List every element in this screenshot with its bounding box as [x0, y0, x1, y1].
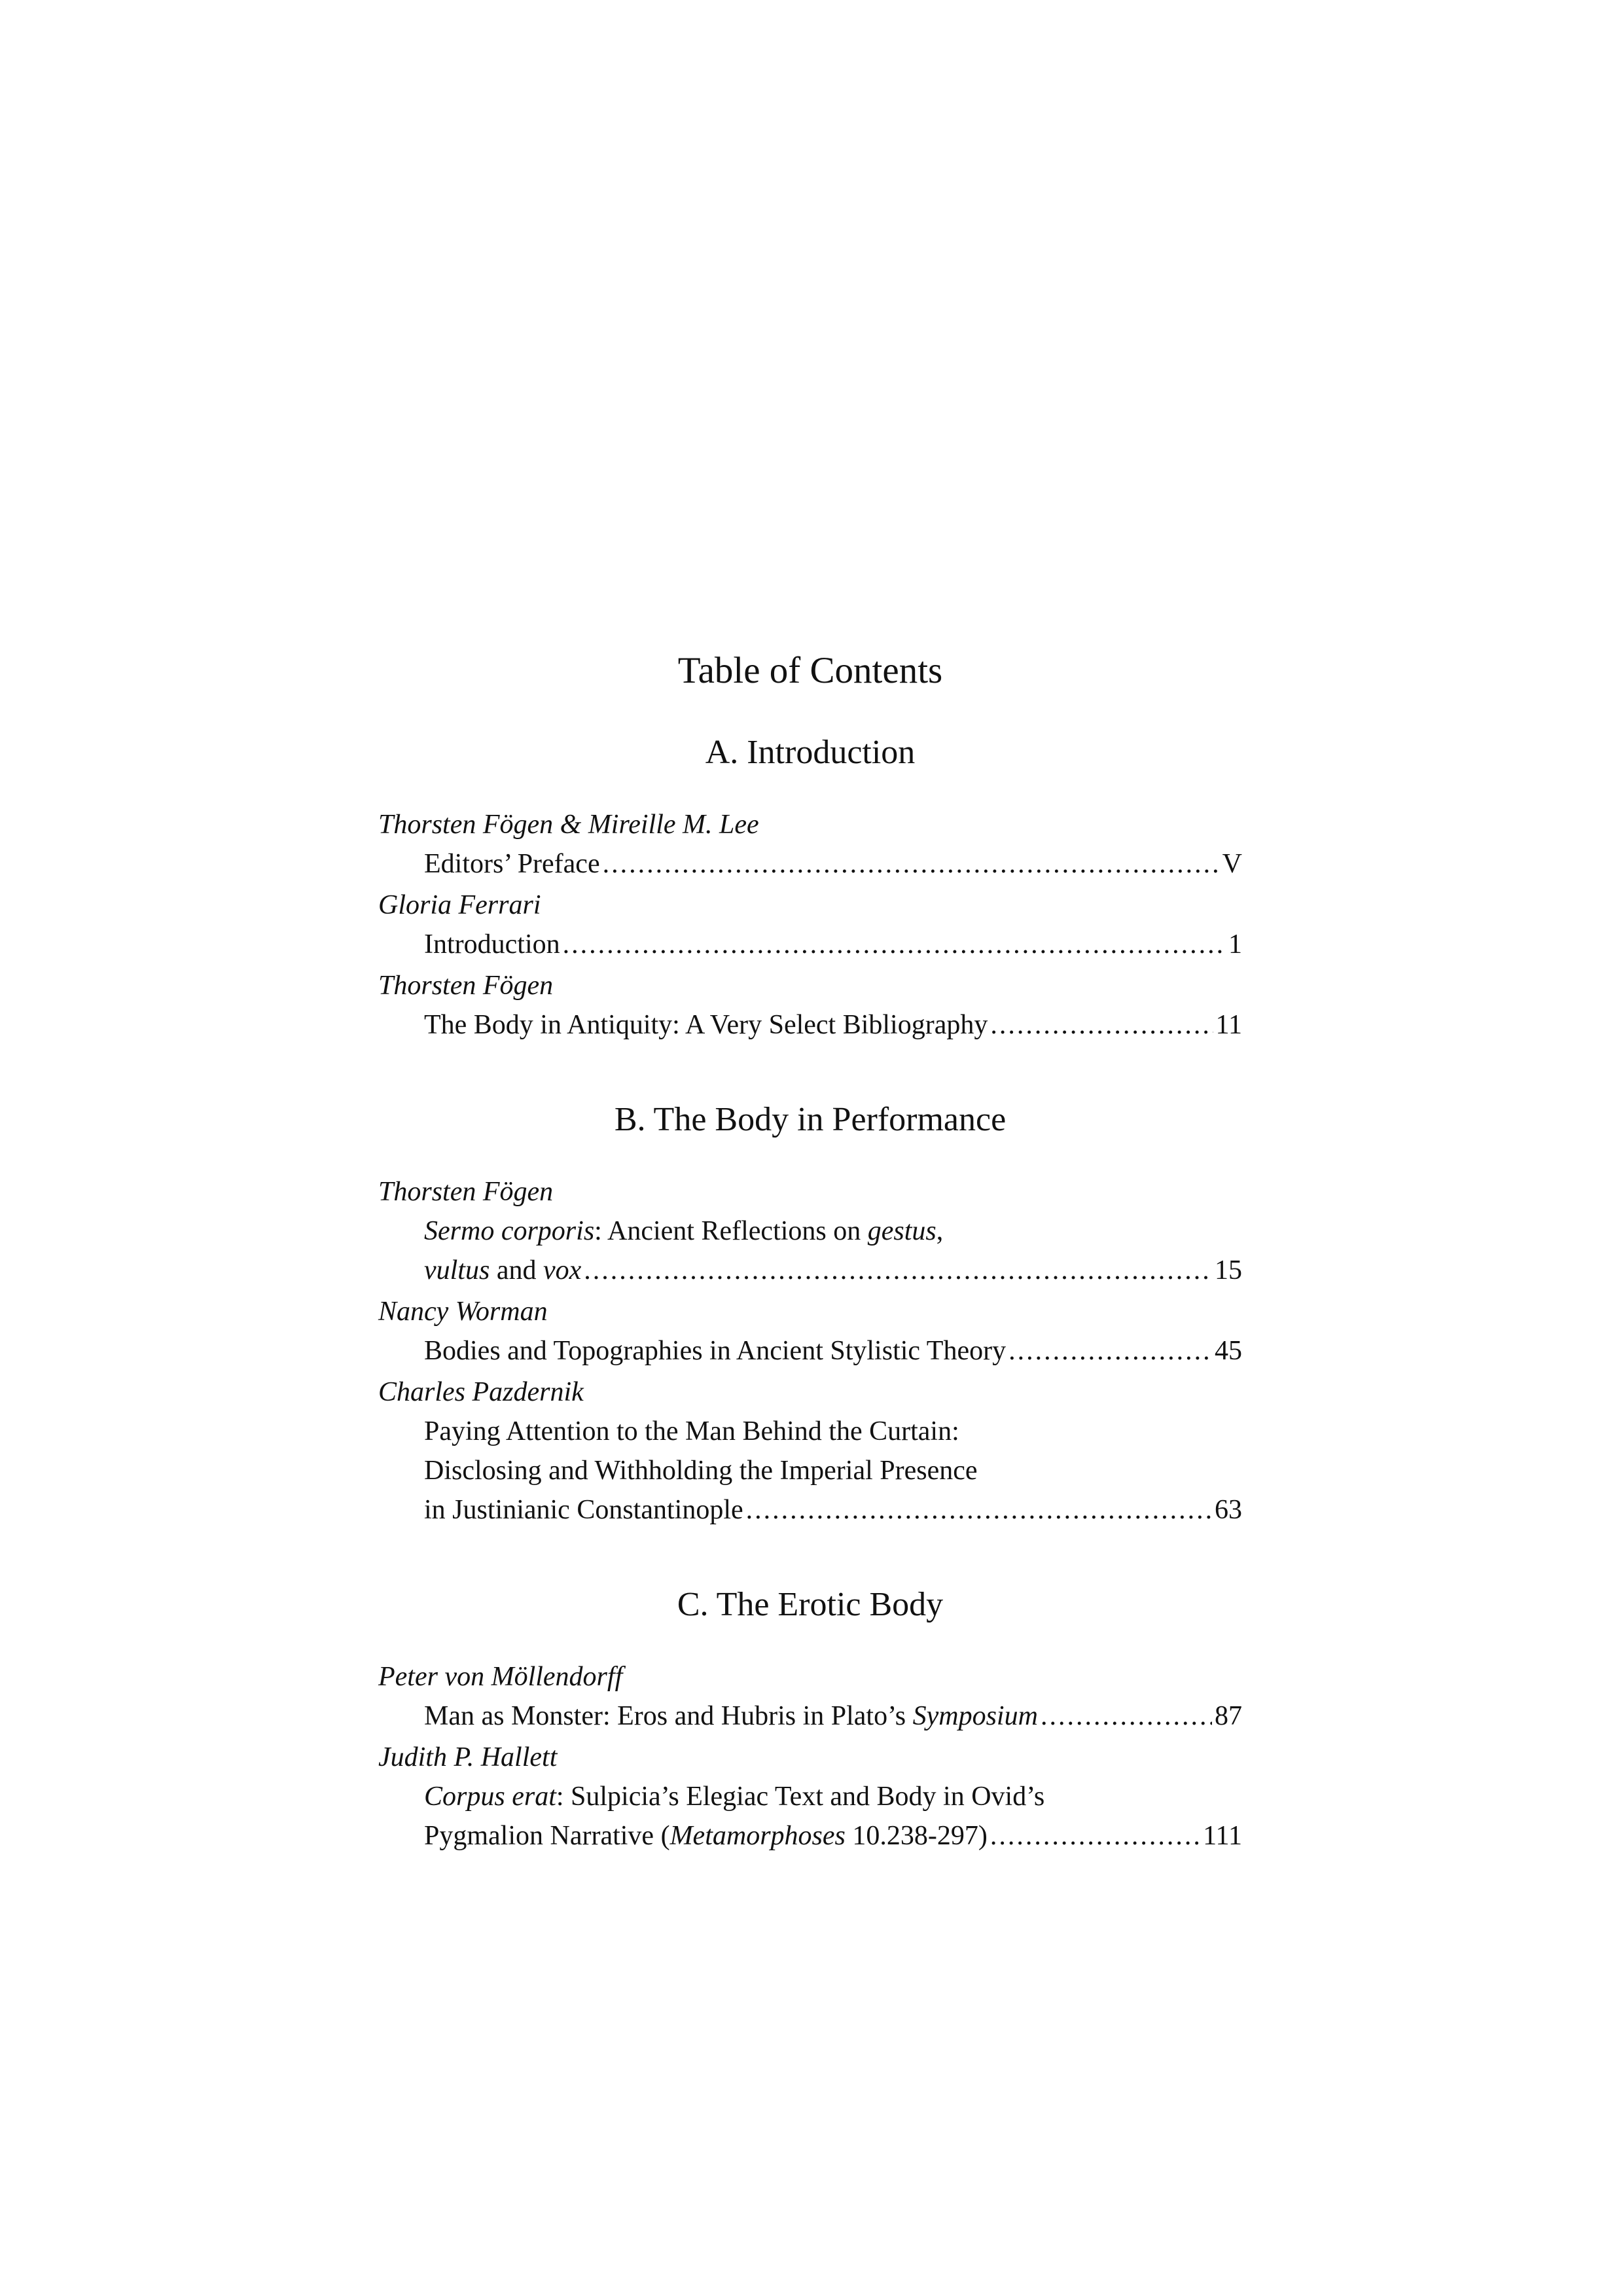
entry-title-line — [378, 1412, 1242, 1451]
text-segment: and — [490, 1255, 543, 1285]
entry-title-text — [424, 1331, 1006, 1371]
toc-entry[interactable] — [378, 966, 1242, 1045]
entry-author: Nancy Worman — [378, 1297, 548, 1327]
toc-entry[interactable] — [378, 1172, 1242, 1290]
dot-leader — [603, 844, 1220, 884]
toc-entry[interactable] — [378, 805, 1242, 884]
entry-title-text — [424, 1490, 743, 1530]
toc-entry[interactable] — [378, 1738, 1242, 1856]
page-number: V — [1222, 849, 1242, 879]
page-number: 15 — [1215, 1255, 1242, 1285]
dot-leader — [990, 1005, 1213, 1045]
toc-entry[interactable] — [378, 1372, 1242, 1530]
toc-section — [378, 1097, 1242, 1530]
entry-title-line — [378, 1211, 1242, 1251]
entry-title-text — [424, 925, 560, 964]
entry-title-line — [378, 1251, 1242, 1290]
entry-title-line — [378, 1777, 1242, 1816]
italic-segment: Sermo corporis — [424, 1216, 595, 1246]
page-title: Table of Contents — [677, 650, 943, 691]
dot-leader — [1008, 1331, 1212, 1371]
page-number: 1 — [1228, 929, 1242, 960]
text-segment: Bodies and Topographies in Ancient Stylistic Theory — [424, 1336, 1007, 1366]
entry-title-text — [424, 1456, 978, 1486]
page-number: 11 — [1215, 1010, 1242, 1040]
italic-segment: vultus — [424, 1255, 490, 1285]
text-segment: in Justinianic Constantinople — [424, 1495, 743, 1525]
italic-segment: Metamorphoses — [669, 1821, 846, 1851]
toc-entry[interactable] — [378, 886, 1242, 964]
toc-section — [378, 730, 1242, 1045]
text-segment: The Body in Antiquity: A Very Select Bibliography — [424, 1010, 988, 1040]
entry-title-text — [424, 1005, 988, 1045]
toc-section — [378, 1582, 1242, 1856]
dot-leader — [990, 1816, 1200, 1856]
entry-title-line — [378, 844, 1242, 884]
table-of-contents — [378, 645, 1242, 1908]
section-heading: C. The Erotic Body — [677, 1586, 944, 1623]
text-segment: : Sulpicia’s Elegiac Text and Body in Ovid’s — [556, 1782, 1045, 1812]
page-number: 63 — [1215, 1495, 1242, 1525]
italic-segment: gestus — [867, 1216, 936, 1246]
entry-title-text — [424, 1696, 1038, 1736]
dot-leader — [1041, 1696, 1212, 1736]
text-segment: Man as Monster: Eros and Hubris in Plato’s — [424, 1701, 913, 1731]
page-number: 87 — [1215, 1701, 1242, 1731]
dot-leader — [584, 1251, 1212, 1290]
section-heading: A. Introduction — [705, 734, 916, 771]
entry-title-text — [424, 1251, 581, 1290]
entry-author: Charles Pazdernik — [378, 1377, 584, 1407]
text-segment: : Ancient Reflections on — [594, 1216, 868, 1246]
entry-title-line — [378, 1490, 1242, 1530]
entry-author: Thorsten Fögen — [378, 1177, 554, 1207]
text-segment: Disclosing and Withholding the Imperial Presence — [424, 1456, 978, 1486]
entry-title-text — [424, 1416, 959, 1446]
entry-author: Thorsten Fögen — [378, 971, 554, 1001]
text-segment: Editors’ Preface — [424, 849, 600, 879]
entry-title-line — [378, 925, 1242, 964]
section-heading: B. The Body in Performance — [614, 1101, 1007, 1138]
text-segment: 10.238-297) — [845, 1821, 988, 1851]
italic-segment: Symposium — [912, 1701, 1038, 1731]
text-segment: Introduction — [424, 929, 560, 960]
entry-title-text — [424, 1782, 1044, 1812]
entry-title-text — [424, 1216, 943, 1246]
toc-entry[interactable] — [378, 1292, 1242, 1371]
entry-title-line — [378, 1005, 1242, 1045]
dot-leader — [563, 925, 1226, 964]
page-number: 111 — [1203, 1821, 1242, 1851]
entry-title-text — [424, 1816, 988, 1856]
toc-sections — [378, 730, 1242, 1856]
toc-entry[interactable] — [378, 1657, 1242, 1736]
page-number: 45 — [1215, 1336, 1242, 1366]
entry-author: Gloria Ferrari — [378, 890, 541, 920]
text-segment: , — [936, 1216, 944, 1246]
entry-title-text — [424, 844, 600, 884]
dot-leader — [746, 1490, 1212, 1530]
entry-title-line — [378, 1816, 1242, 1856]
italic-segment: vox — [543, 1255, 582, 1285]
text-segment: Paying Attention to the Man Behind the Curtain: — [424, 1416, 959, 1446]
entry-author: Peter von Möllendorff — [378, 1662, 623, 1692]
entry-title-line — [378, 1696, 1242, 1736]
entry-title-line — [378, 1451, 1242, 1490]
text-segment: Pygmalion Narrative ( — [424, 1821, 670, 1851]
entry-author: Thorsten Fögen & Mireille M. Lee — [378, 810, 759, 840]
entry-title-line — [378, 1331, 1242, 1371]
entry-author: Judith P. Hallett — [378, 1742, 558, 1772]
italic-segment: Corpus erat — [424, 1782, 556, 1812]
